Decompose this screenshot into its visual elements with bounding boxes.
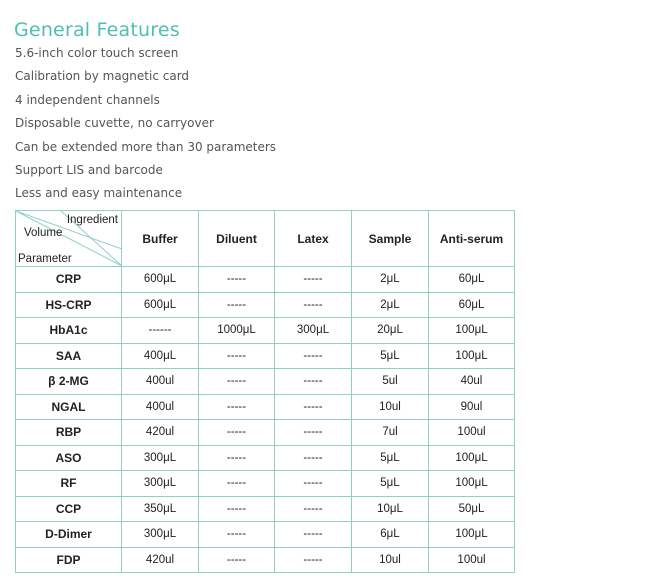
feature-item: Less and easy maintenance [15, 186, 183, 201]
value-cell: ----- [275, 292, 352, 318]
value-cell: 420ul [122, 420, 199, 446]
column-header-sample: Sample [352, 211, 429, 267]
parameter-cell: HS-CRP [16, 292, 122, 318]
table-corner-cell [16, 211, 122, 267]
value-cell: 6μL [352, 522, 429, 548]
value-cell: 100μL [429, 445, 515, 471]
column-header-anti-serum: Anti-serum [429, 211, 515, 267]
corner-label-volume: Volume [24, 227, 63, 239]
parameter-cell: SAA [16, 343, 122, 369]
feature-item: Can be extended more than 30 parameters [15, 139, 277, 154]
parameter-cell: HbA1c [16, 318, 122, 344]
value-cell: 100μL [429, 522, 515, 548]
value-cell: ----- [275, 445, 352, 471]
table-row [16, 343, 515, 369]
reagent-volume-table [15, 210, 515, 573]
column-header-diluent: Diluent [199, 211, 275, 267]
value-cell: 300μL [122, 471, 199, 497]
value-cell: ----- [275, 471, 352, 497]
column-header-buffer: Buffer [122, 211, 199, 267]
table-header-row [16, 211, 515, 267]
value-cell: 100μL [429, 318, 515, 344]
corner-label-ingredient: Ingredient [66, 214, 118, 226]
feature-item: Calibration by magnetic card [15, 69, 190, 84]
value-cell: 600μL [122, 292, 199, 318]
feature-item: Disposable cuvette, no carryover [15, 116, 214, 131]
table-row [16, 267, 515, 293]
value-cell: ----- [199, 369, 275, 395]
corner-label-parameter: Parameter [18, 253, 72, 265]
value-cell: 1000μL [199, 318, 275, 344]
page-title: General Features [14, 18, 180, 41]
value-cell: 300μL [122, 522, 199, 548]
value-cell: ----- [275, 267, 352, 293]
value-cell: ----- [199, 547, 275, 573]
table-row [16, 394, 515, 420]
value-cell: ----- [199, 471, 275, 497]
value-cell: 100μL [429, 343, 515, 369]
value-cell: 420ul [122, 547, 199, 573]
table-row [16, 471, 515, 497]
value-cell: 2μL [352, 292, 429, 318]
value-cell: ----- [199, 522, 275, 548]
value-cell: ----- [275, 369, 352, 395]
value-cell: 90ul [429, 394, 515, 420]
value-cell: ----- [199, 496, 275, 522]
value-cell: 5μL [352, 471, 429, 497]
value-cell: 7ul [352, 420, 429, 446]
parameter-cell: β 2-MG [16, 369, 122, 395]
value-cell: 350μL [122, 496, 199, 522]
parameter-cell: D-Dimer [16, 522, 122, 548]
value-cell: ----- [275, 496, 352, 522]
parameter-cell: NGAL [16, 394, 122, 420]
value-cell: 40ul [429, 369, 515, 395]
value-cell: 20μL [352, 318, 429, 344]
table-row [16, 420, 515, 446]
value-cell: 10ul [352, 547, 429, 573]
value-cell: 10μL [352, 496, 429, 522]
column-header-latex: Latex [275, 211, 352, 267]
feature-list [15, 42, 276, 206]
value-cell: 400ul [122, 394, 199, 420]
value-cell: 5μL [352, 343, 429, 369]
table-row [16, 522, 515, 548]
value-cell: 50μL [429, 496, 515, 522]
value-cell: ----- [275, 547, 352, 573]
value-cell: 300μL [122, 445, 199, 471]
value-cell: ----- [275, 420, 352, 446]
parameter-cell: RF [16, 471, 122, 497]
parameter-cell: RBP [16, 420, 122, 446]
value-cell: ----- [275, 343, 352, 369]
value-cell: 5μL [352, 445, 429, 471]
value-cell: 60μL [429, 292, 515, 318]
parameter-cell: CRP [16, 267, 122, 293]
value-cell: ----- [275, 394, 352, 420]
value-cell: ----- [199, 445, 275, 471]
value-cell: ----- [199, 420, 275, 446]
value-cell: 600μL [122, 267, 199, 293]
value-cell: 400ul [122, 369, 199, 395]
table-row [16, 318, 515, 344]
table-row [16, 292, 515, 318]
value-cell: 5ul [352, 369, 429, 395]
table-row [16, 496, 515, 522]
value-cell: 300μL [275, 318, 352, 344]
value-cell: 100ul [429, 547, 515, 573]
table-body [16, 267, 515, 573]
value-cell: 2μL [352, 267, 429, 293]
table-row [16, 445, 515, 471]
feature-item: 4 independent channels [15, 92, 160, 107]
value-cell: ----- [199, 267, 275, 293]
parameter-cell: ASO [16, 445, 122, 471]
value-cell: ----- [275, 522, 352, 548]
value-cell: ----- [199, 292, 275, 318]
feature-item: 5.6-inch color touch screen [15, 46, 179, 60]
value-cell: 100ul [429, 420, 515, 446]
feature-item: Support LIS and barcode [15, 162, 163, 177]
value-cell: ------ [122, 318, 199, 344]
parameter-cell: CCP [16, 496, 122, 522]
value-cell: 10ul [352, 394, 429, 420]
value-cell: ----- [199, 343, 275, 369]
parameter-cell: FDP [16, 547, 122, 573]
table-row [16, 369, 515, 395]
value-cell: ----- [199, 394, 275, 420]
value-cell: 400μL [122, 343, 199, 369]
value-cell: 100μL [429, 471, 515, 497]
value-cell: 60μL [429, 267, 515, 293]
table-row [16, 547, 515, 573]
